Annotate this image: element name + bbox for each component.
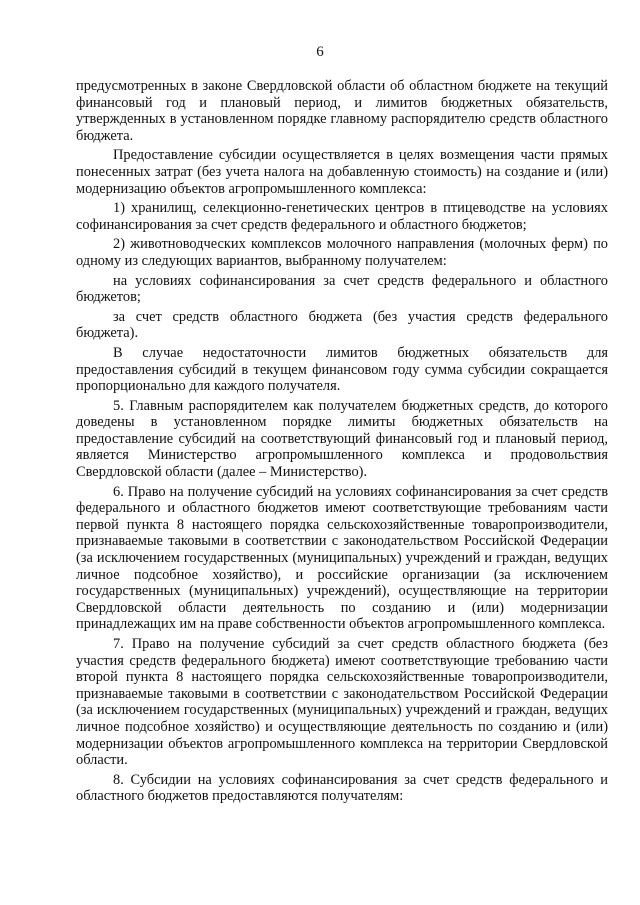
paragraph-option-regional: за счет средств областного бюджета (без участия средств федерального бюджета). <box>76 308 608 342</box>
paragraph-item-1-storage: 1) хранилищ, селекционно-генетических центров в птицеводстве на условиях софинансирования за счет средств федерального и областного бюджетов; <box>76 200 608 233</box>
paragraph-section-6: 6. Право на получение субсидий на условиях софинансирования за счет средств федерального и областного бюджетов имеют соответствующие требованиям части первой пункта 8 настоящего порядка сельскохозяйственные товаропроизводители, признаваемые таковыми в соответствии с законодательством Российской Федерации (за исключением государственных (муниципальных) учреждений и граждан, ведущих личное подсобное хозяйство), и российские организации (за исключением государственных (муниципальных) учреждений), осуществляющие на территории Свердловской области деятельность по созданию и (или) модернизации принадлежащих им на праве собственности объектов агропромышленного комплекса. <box>76 483 608 633</box>
paragraph-section-7: 7. Право на получение субсидий за счет средств областного бюджета (без участия средств федерального бюджета) имеют соответствующие требованию части второй пункта 8 настоящего порядка сельскохозяйственные товаропроизводители, признаваемые таковыми в соответствии с законодательством Российской Федерации (за исключением государственных (муниципальных) учреждений и граждан, ведущих личное подсобное хозяйство) и осуществляющие деятельность по созданию и (или) модернизации объектов агропромышленного комплекса на территории Свердловской области. <box>76 636 608 769</box>
document-body <box>76 78 608 808</box>
paragraph-item-2-dairy: 2) животноводческих комплексов молочного направления (молочных ферм) по одному из следующих вариантов, выбранному получателем: <box>76 236 608 269</box>
paragraph-subsidy-purpose: Предоставление субсидии осуществляется в целях возмещения части прямых понесенных затрат (без учета налога на добавленную стоимость) на создание и (или) модернизацию объектов агропромышленного комплекса: <box>76 147 608 197</box>
paragraph-insufficient-limits: В случае недостаточности лимитов бюджетных обязательств для предоставления субсидий в текущем финансовом году сумма субсидии сокращается пропорционально для каждого получателя. <box>76 344 608 395</box>
paragraph-section-5: 5. Главным распорядителем как получателем бюджетных средств, до которого доведены в установленном порядке лимиты бюджетных обязательств на предоставление субсидий на соответствующий финансовый год и плановый период, является Министерство агропромышленного комплекса и продовольствия Свердловской области (далее – Министерство). <box>76 397 608 481</box>
page-number: 6 <box>316 44 324 60</box>
paragraph-section-8: 8. Субсидии на условиях софинансирования за счет средств федерального и областного бюджетов предоставляются получателям: <box>76 771 608 805</box>
paragraph-continuation: предусмотренных в законе Свердловской области об областном бюджете на текущий финансовый год и плановый период, и лимитов бюджетных обязательств, утвержденных в установленном порядке главному распорядителю средств областного бюджета. <box>76 78 608 144</box>
paragraph-option-cofinancing: на условиях софинансирования за счет средств федерального и областного бюджетов; <box>76 272 608 306</box>
